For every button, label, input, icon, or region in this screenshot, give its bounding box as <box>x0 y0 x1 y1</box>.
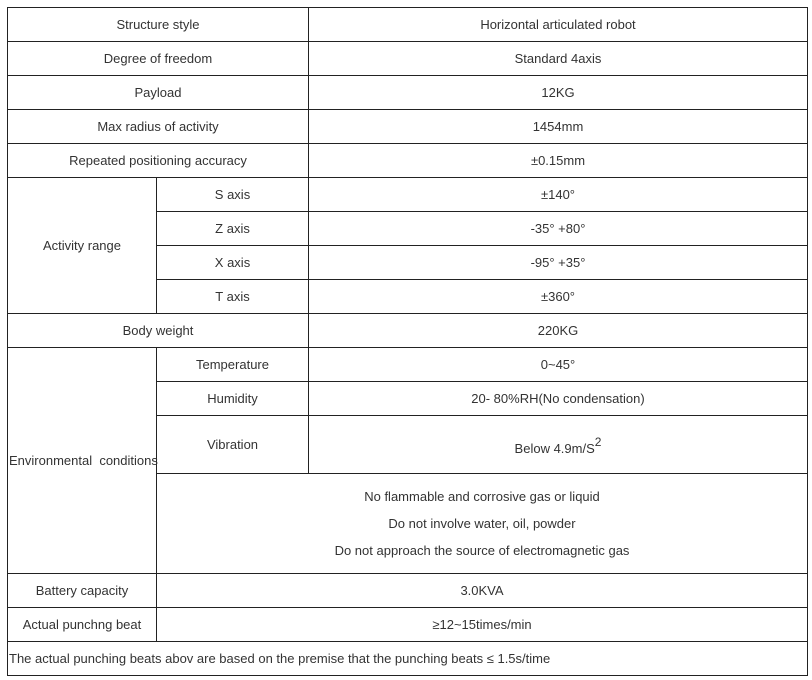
temperature-label: Temperature <box>157 348 309 382</box>
env-note: Do not involve water, oil, powder <box>388 516 576 531</box>
table-row <box>8 348 808 382</box>
table-row <box>8 574 808 608</box>
z-axis-label: Z axis <box>157 212 309 246</box>
spec-table <box>7 7 808 676</box>
humidity-label: Humidity <box>157 382 309 416</box>
x-axis-label: X axis <box>157 246 309 280</box>
payload-value: 12KG <box>309 76 808 110</box>
payload-label: Payload <box>8 76 309 110</box>
x-axis-value: -95° +35° <box>309 246 808 280</box>
table-row <box>8 110 808 144</box>
battery-label: Battery capacity <box>8 574 157 608</box>
vibration-cell <box>309 416 808 474</box>
structure-style-label: Structure style <box>8 8 309 42</box>
max-radius-value: 1454mm <box>309 110 808 144</box>
z-axis-value: -35° +80° <box>309 212 808 246</box>
vibration-label: Vibration <box>157 416 309 474</box>
table-row <box>8 144 808 178</box>
table-row <box>8 178 808 212</box>
repeat-accuracy-value: ±0.15mm <box>309 144 808 178</box>
dof-label: Degree of freedom <box>8 42 309 76</box>
punching-value: ≥12~15times/min <box>157 608 808 642</box>
structure-style-value: Horizontal articulated robot <box>309 8 808 42</box>
max-radius-label: Max radius of activity <box>8 110 309 144</box>
table-row <box>8 608 808 642</box>
punching-label: Actual punchng beat <box>8 608 157 642</box>
vibration-exponent: 2 <box>594 434 602 449</box>
table-row <box>8 642 808 676</box>
table-row <box>8 76 808 110</box>
env-conditions-label: Environmental conditions <box>8 348 157 574</box>
t-axis-value: ±360° <box>309 280 808 314</box>
battery-value: 3.0KVA <box>157 574 808 608</box>
env-note: Do not approach the source of electromagnetic gas <box>334 543 630 558</box>
env-notes <box>157 474 808 574</box>
body-weight-label: Body weight <box>8 314 309 348</box>
humidity-value: 20- 80%RH(No condensation) <box>309 382 808 416</box>
body-weight-value: 220KG <box>309 314 808 348</box>
activity-range-label: Activity range <box>8 178 157 314</box>
vibration-value: Below 4.9m/S <box>514 440 595 456</box>
dof-value: Standard 4axis <box>309 42 808 76</box>
t-axis-label: T axis <box>157 280 309 314</box>
s-axis-value: ±140° <box>309 178 808 212</box>
temperature-value: 0~45° <box>309 348 808 382</box>
env-note: No flammable and corrosive gas or liquid <box>364 489 600 504</box>
footnote: The actual punching beats abov are based on the premise that the punching beats ≤ 1.5s/time <box>8 642 808 676</box>
table-row <box>8 314 808 348</box>
table-row <box>8 8 808 42</box>
s-axis-label: S axis <box>157 178 309 212</box>
table-row <box>8 42 808 76</box>
repeat-accuracy-label: Repeated positioning accuracy <box>8 144 309 178</box>
